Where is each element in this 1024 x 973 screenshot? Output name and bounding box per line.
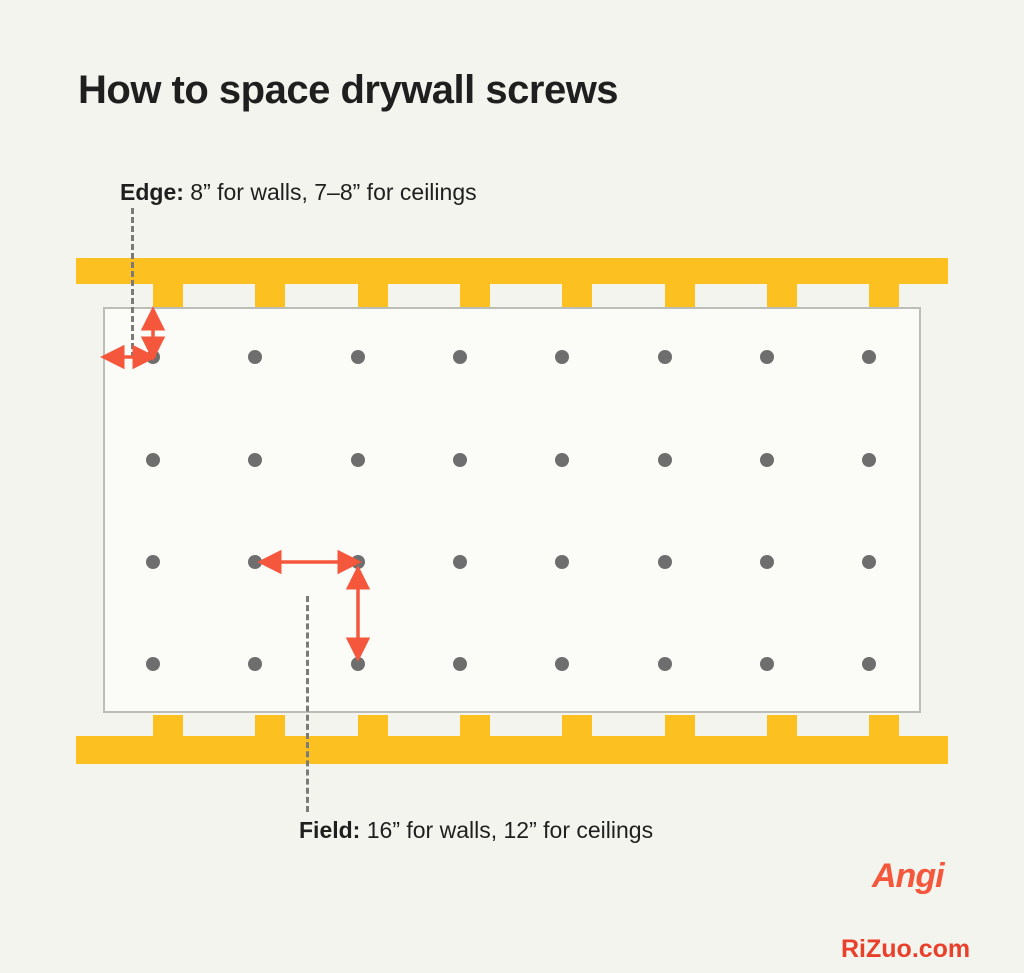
stud-top-4 (460, 284, 490, 308)
edge-annotation-label: Edge: (120, 179, 184, 205)
edge-annotation (120, 179, 477, 206)
edge-annotation-value: 8” for walls, 7–8” for ceilings (183, 179, 477, 205)
screw-dot (351, 657, 365, 671)
screw-dot (760, 453, 774, 467)
stud-top-3 (358, 284, 388, 308)
field-annotation (299, 817, 653, 844)
screw-dot (555, 555, 569, 569)
screw-dot (146, 657, 160, 671)
field-annotation-value: 16” for walls, 12” for ceilings (360, 817, 654, 843)
screw-dot (248, 453, 262, 467)
field-leader-line (306, 596, 309, 812)
screw-dot (760, 555, 774, 569)
watermark: RiZuo.com (841, 935, 971, 963)
stud-top-5 (562, 284, 592, 308)
stud-top-8 (869, 284, 899, 308)
stud-top-6 (665, 284, 695, 308)
screw-dot (760, 350, 774, 364)
screw-dot (248, 350, 262, 364)
field-annotation-label: Field: (299, 817, 361, 843)
screw-dot (862, 453, 876, 467)
screw-dot (146, 453, 160, 467)
screw-dot (453, 657, 467, 671)
screw-dot (453, 350, 467, 364)
stud-bottom-7 (767, 715, 797, 736)
stud-bottom-3 (358, 715, 388, 736)
screw-dot (351, 453, 365, 467)
screw-dot (760, 657, 774, 671)
stud-bottom-6 (665, 715, 695, 736)
stud-top-2 (255, 284, 285, 308)
screw-dot (658, 453, 672, 467)
stud-bottom-1 (153, 715, 183, 736)
screw-dot (248, 555, 262, 569)
bottom-plate (76, 736, 948, 764)
screw-dot (862, 657, 876, 671)
screw-dot (555, 453, 569, 467)
angi-logo: Angi (872, 857, 944, 895)
stud-bottom-2 (255, 715, 285, 736)
stud-top-7 (767, 284, 797, 308)
stud-bottom-8 (869, 715, 899, 736)
edge-leader-line (131, 208, 134, 358)
screw-dot (248, 657, 262, 671)
stud-bottom-4 (460, 715, 490, 736)
screw-dot (351, 350, 365, 364)
screw-dot (453, 453, 467, 467)
drywall-panel (103, 307, 921, 713)
screw-dot (658, 555, 672, 569)
screw-dot (146, 555, 160, 569)
screw-dot (146, 350, 160, 364)
screw-dot (658, 657, 672, 671)
screw-dot (351, 555, 365, 569)
stud-bottom-5 (562, 715, 592, 736)
screw-dot (555, 657, 569, 671)
screw-dot (453, 555, 467, 569)
screw-dot (862, 555, 876, 569)
screw-dot (862, 350, 876, 364)
page-title: How to space drywall screws (78, 68, 619, 112)
top-plate (76, 258, 948, 284)
screw-dot (658, 350, 672, 364)
stud-top-1 (153, 284, 183, 308)
screw-dot (555, 350, 569, 364)
